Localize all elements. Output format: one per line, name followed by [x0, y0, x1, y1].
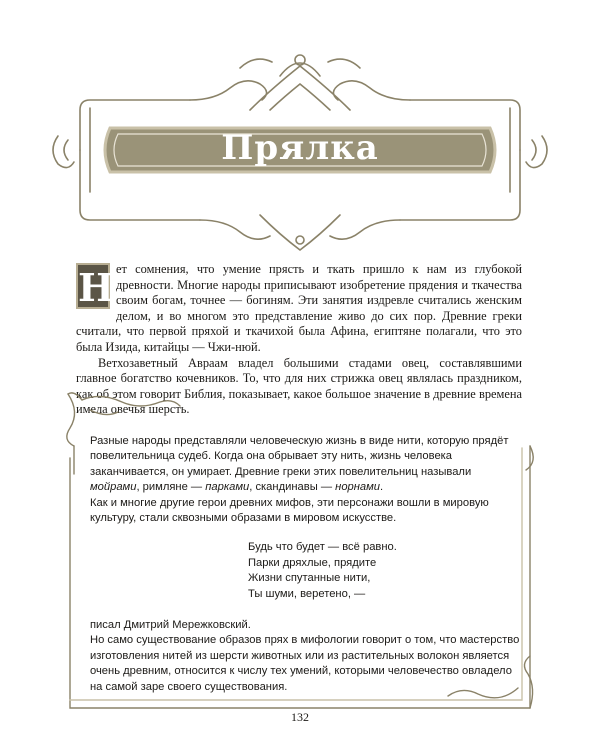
paragraph-1-text: ет сомнения, что умение прясть и ткать пришло к нам из глубокой древности. Многие народы приписывают изобретение прядения и ткачества своим богам, точнее — богиням. Эти занятия издревле считались женским делом, и во многом это представление живо до сих пор. Древние греки считали, что первой пряхой и ткачихой была Афина, египтяне полагали, что это была Изида, китайцы — Чжи-нюй.: [76, 262, 522, 354]
sidebar-box: [90, 434, 522, 695]
box-p1-text: Разные народы представляли человеческую жизнь в виде нити, которую прядёт повелительница судеб. Когда она обрывает эту нить, жизнь человека заканчивается, он умирает. Древние греки этих повелительниц называли: [90, 435, 509, 478]
term-parki: парками: [205, 481, 250, 494]
poem-line: Ты шуми, веретено, —: [248, 587, 366, 600]
box-paragraph-2: Как и многие другие герои древних мифов, эти персонажи вошли в мировую культуру, стали сквозными образами в мировом искусстве.: [90, 496, 489, 525]
paragraph-1: [76, 262, 522, 356]
poem-line: Будь что будет — всё равно.: [248, 541, 397, 554]
drop-cap: Н: [78, 265, 114, 310]
poem-line: Парки дряхлые, прядите: [248, 556, 377, 569]
box-paragraph-3: писал Дмитрий Мережковский.: [90, 619, 251, 632]
poem: [248, 540, 522, 602]
page-number: 132: [291, 710, 309, 724]
box-p1-text-4: .: [380, 481, 384, 494]
box-p1-text-2: , римляне —: [136, 481, 206, 494]
box-p1-text-3: , скандинавы —: [249, 481, 336, 494]
poem-line: Жизни спутанные нити,: [248, 572, 371, 585]
term-moirai: мойрами: [90, 481, 137, 494]
term-norny: норнами: [335, 481, 381, 494]
paragraph-2: Ветхозаветный Авраам владел большими стадами овец, составлявшими главное богатство кочевников. То, что для них стрижка овец являлась праздником, как об этом говорит Библия, показывает, какое большое значение в древние времена имела овечья шерсть.: [76, 355, 522, 417]
page-title: Прялка: [221, 128, 379, 168]
box-paragraph-4: Но само существование образов прях в мифологии говорит о том, что мастерство изготовления нитей из шерсти животных или из растительных волокон является очень древним, относится к числу тех умений, которыми человечество овладело на самой заре своего существования.: [90, 634, 520, 693]
box-paragraph-1: [90, 434, 522, 496]
